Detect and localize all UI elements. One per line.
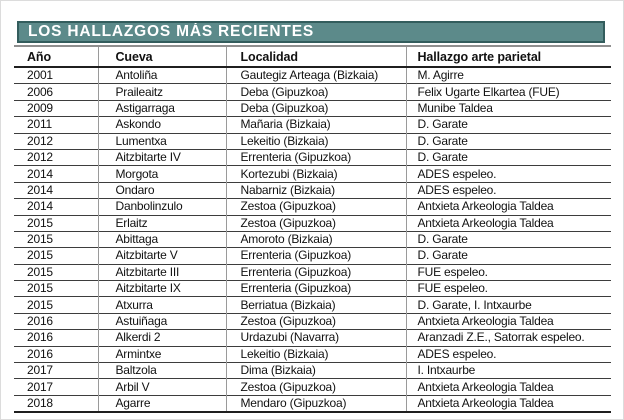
cell-finding: D. Garate <box>406 231 611 247</box>
cell-cave: Armintxe <box>98 346 226 362</box>
cell-locality: Nabarniz (Bizkaia) <box>226 182 406 198</box>
cell-locality: Dima (Bizkaia) <box>226 363 406 379</box>
cell-finding: D. Garate <box>406 248 611 264</box>
cell-finding: D. Garate <box>406 133 611 149</box>
cell-locality: Lekeitio (Bizkaia) <box>226 133 406 149</box>
cell-locality: Errenteria (Gipuzkoa) <box>226 281 406 297</box>
cell-cave: Aitzbitarte IX <box>98 281 226 297</box>
table-row <box>14 346 611 362</box>
cell-locality: Zestoa (Gipuzkoa) <box>226 215 406 231</box>
cell-finding: M. Agirre <box>417 68 464 83</box>
column-header: Cueva <box>98 47 226 67</box>
cell-year: 2006 <box>14 84 98 100</box>
page-title: LOS HALLAZGOS MÁS RECIENTES <box>28 23 314 40</box>
cell-locality: Gautegiz Arteaga (Bizkaia) <box>226 67 406 84</box>
cell-cave: Erlaitz <box>98 215 226 231</box>
table-row <box>14 67 611 84</box>
cell-finding: Antxieta Arkeologia Taldea <box>406 313 611 329</box>
table-row <box>14 248 611 264</box>
cell-year: 2018 <box>14 395 98 412</box>
cell-finding: Munibe Taldea <box>406 100 611 116</box>
cell-cave: Morgota <box>98 166 226 182</box>
table-row <box>14 379 611 395</box>
cell-cave: Arbil V <box>98 379 226 395</box>
table-header <box>14 47 611 67</box>
table-row <box>14 215 611 231</box>
cell-locality: Mañaria (Bizkaia) <box>226 117 406 133</box>
cell-locality: Errenteria (Gipuzkoa) <box>226 149 406 165</box>
cell-locality: Lekeitio (Bizkaia) <box>226 346 406 362</box>
cell-finding: Antxieta Arkeologia Taldea <box>406 379 611 395</box>
column-header: Año <box>14 47 98 67</box>
cell-finding: Antxieta Arkeologia Taldea <box>406 199 611 215</box>
cell-year: 2016 <box>14 313 98 329</box>
table-row <box>14 182 611 198</box>
table-row <box>14 395 611 412</box>
cell-finding: Aranzadi Z.E., Satorrak espeleo. <box>406 330 611 346</box>
findings-table <box>14 47 611 413</box>
cell-year: 2015 <box>14 231 98 247</box>
cell-cave: Alkerdi 2 <box>98 330 226 346</box>
table-row <box>14 281 611 297</box>
cell-cave: Astuiñaga <box>98 313 226 329</box>
cell-year: 2014 <box>14 199 98 215</box>
cell-year: 2001 <box>14 67 98 84</box>
cell-cave: Praileaitz <box>98 84 226 100</box>
cell-finding: ADES espeleo. <box>406 346 611 362</box>
cell-year: 2015 <box>14 281 98 297</box>
cell-year: 2015 <box>14 215 98 231</box>
cell-year: 2012 <box>14 133 98 149</box>
cell-cave: Aitzbitarte IV <box>98 149 226 165</box>
table-row <box>14 199 611 215</box>
cell-finding: Antxieta Arkeologia Taldea <box>406 215 611 231</box>
cell-finding: FUE espeleo. <box>406 264 611 280</box>
cell-cave: Antoliña <box>98 67 226 84</box>
table-row <box>14 84 611 100</box>
table-row <box>14 133 611 149</box>
cell-cave: Danbolinzulo <box>98 199 226 215</box>
cell-locality: Zestoa (Gipuzkoa) <box>226 379 406 395</box>
cell-cave: Aitzbitarte V <box>98 248 226 264</box>
cell-cave: Agarre <box>98 395 226 412</box>
table-row <box>14 363 611 379</box>
cell-year: 2017 <box>14 363 98 379</box>
cell-cave: Abittaga <box>98 231 226 247</box>
cell-finding: D. Garate <box>406 149 611 165</box>
cell-year: 2014 <box>14 166 98 182</box>
title-bar <box>17 21 605 43</box>
cell-finding: D. Garate <box>406 117 611 133</box>
cell-year: 2016 <box>14 346 98 362</box>
table-row <box>14 149 611 165</box>
cell-cave: Astigarraga <box>98 100 226 116</box>
table-row <box>14 264 611 280</box>
column-header: Hallazgo arte parietal <box>406 47 611 67</box>
cell-finding: ADES espeleo. <box>406 166 611 182</box>
cell-locality: Zestoa (Gipuzkoa) <box>226 313 406 329</box>
cell-locality: Deba (Gipuzkoa) <box>226 100 406 116</box>
cell-locality: Urdazubi (Navarra) <box>226 330 406 346</box>
column-header: Localidad <box>226 47 406 67</box>
cell-year: 2015 <box>14 297 98 313</box>
cell-locality: Errenteria (Gipuzkoa) <box>226 248 406 264</box>
table-row <box>14 330 611 346</box>
table-row <box>14 166 611 182</box>
table-row <box>14 297 611 313</box>
cell-cave: Ondaro <box>98 182 226 198</box>
cell-cave: Askondo <box>98 117 226 133</box>
cell-finding: Antxieta Arkeologia Taldea <box>406 395 611 412</box>
table-row <box>14 313 611 329</box>
cell-finding: Felix Ugarte Elkartea (FUE) <box>406 84 611 100</box>
cell-year: 2011 <box>14 117 98 133</box>
cell-year: 2009 <box>14 100 98 116</box>
cell-year: 2012 <box>14 149 98 165</box>
cell-finding: ADES espeleo. <box>406 182 611 198</box>
cell-finding: D. Garate, I. Intxaurbe <box>406 297 611 313</box>
table-body <box>14 67 611 412</box>
cell-locality: Kortezubi (Bizkaia) <box>226 166 406 182</box>
cell-year: 2014 <box>14 182 98 198</box>
cell-finding: I. Intxaurbe <box>406 363 611 379</box>
cell-year: 2016 <box>14 330 98 346</box>
cell-cave: Atxurra <box>98 297 226 313</box>
cell-locality: Deba (Gipuzkoa) <box>226 84 406 100</box>
cell-cave: Baltzola <box>98 363 226 379</box>
cell-year: 2017 <box>14 379 98 395</box>
table-row <box>14 231 611 247</box>
cell-cave: Lumentxa <box>98 133 226 149</box>
table-row <box>14 100 611 116</box>
table-row <box>14 117 611 133</box>
cell-locality: Errenteria (Gipuzkoa) <box>226 264 406 280</box>
cell-locality: Amoroto (Bizkaia) <box>226 231 406 247</box>
cell-year: 2015 <box>14 264 98 280</box>
cell-locality: Mendaro (Gipuzkoa) <box>226 395 406 412</box>
cell-finding: FUE espeleo. <box>406 281 611 297</box>
table-header-row <box>14 47 611 67</box>
cell-cave: Aitzbitarte III <box>98 264 226 280</box>
cell-locality: Zestoa (Gipuzkoa) <box>226 199 406 215</box>
cell-locality: Berriatua (Bizkaia) <box>226 297 406 313</box>
cell-year: 2015 <box>14 248 98 264</box>
